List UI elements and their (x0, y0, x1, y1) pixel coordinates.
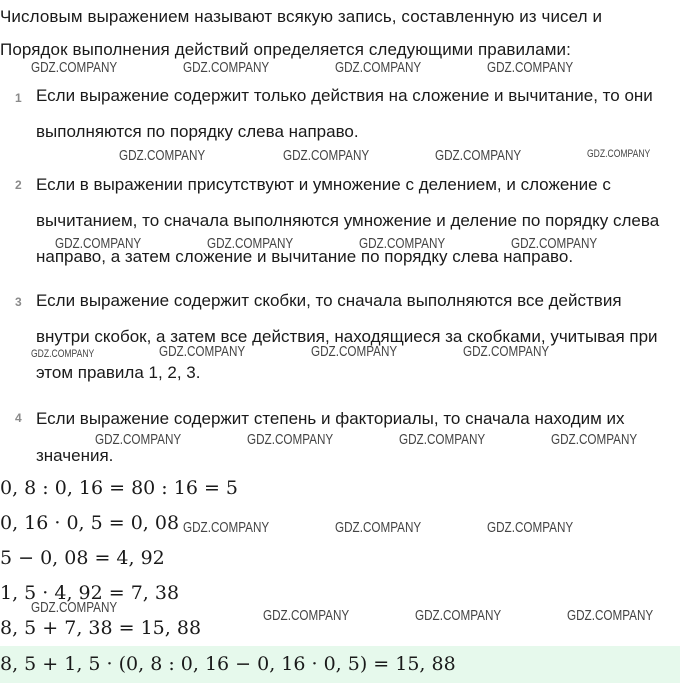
watermark: GDZ.COMPANY (463, 343, 550, 360)
watermark: GDZ.COMPANY (207, 235, 294, 252)
intro-line-1: Числовым выражением называют всякую запись, составленную из чисел и (0, 7, 603, 26)
watermark: GDZ.COMPANY (335, 519, 422, 536)
watermark: GDZ.COMPANY (587, 148, 651, 160)
step-1: 0, 8 : 0, 16 = 80 : 16 = 5 (0, 477, 239, 499)
watermark: GDZ.COMPANY (55, 235, 142, 252)
watermark: GDZ.COMPANY (359, 235, 446, 252)
rule-text: Если выражение содержит только действия на сложение и вычитание, то они выполняются по порядку слева направо. (36, 86, 653, 141)
watermark: GDZ.COMPANY (511, 235, 598, 252)
rule-number: 3 (15, 295, 22, 309)
watermark: GDZ.COMPANY (183, 519, 270, 536)
watermark: GDZ.COMPANY (435, 147, 522, 164)
watermark: GDZ.COMPANY (31, 59, 118, 76)
step-3: 5 − 0, 08 = 4, 92 (0, 547, 165, 569)
rule-number: 4 (15, 411, 22, 425)
final-answer: 8, 5 + 1, 5 · (0, 8 : 0, 16 − 0, 16 · 0, 5) = 15, 88 (0, 653, 456, 675)
watermark: GDZ.COMPANY (415, 607, 502, 624)
rule-number: 1 (15, 91, 22, 105)
watermark: GDZ.COMPANY (335, 59, 422, 76)
watermark: GDZ.COMPANY (283, 147, 370, 164)
intro-line-2: Порядок выполнения действий определяется следующими правилами: (0, 40, 571, 59)
watermark: GDZ.COMPANY (263, 607, 350, 624)
watermark: GDZ.COMPANY (311, 343, 398, 360)
rule-text: Если в выражении присутствуют и умножение с делением, и сложение с вычитанием, то сначала выполняются умножение и деление по порядку слева направо, а затем сложение и вычитание по порядку слева направо. (36, 175, 660, 266)
watermark: GDZ.COMPANY (31, 348, 95, 360)
watermark: GDZ.COMPANY (551, 431, 638, 448)
watermark: GDZ.COMPANY (487, 519, 574, 536)
watermark: GDZ.COMPANY (95, 431, 182, 448)
watermark: GDZ.COMPANY (183, 59, 270, 76)
watermark: GDZ.COMPANY (399, 431, 486, 448)
rule-number: 2 (15, 178, 22, 192)
watermark: GDZ.COMPANY (31, 599, 118, 616)
rule-text: Если выражение содержит скобки, то сначала выполняются все действия внутри скобок, а затем все действия, находящиеся за скобками, учитывая при этом правила 1, 2, 3. (36, 291, 658, 382)
watermark: GDZ.COMPANY (487, 59, 574, 76)
watermark: GDZ.COMPANY (159, 343, 246, 360)
step-5: 8, 5 + 7, 38 = 15, 88 (0, 617, 202, 639)
watermark: GDZ.COMPANY (567, 607, 654, 624)
rule-text: Если выражение содержит степень и факториалы, то сначала находим их значения. (36, 409, 625, 465)
step-4: 1, 5 · 4, 92 = 7, 38 (0, 582, 180, 604)
step-2: 0, 16 · 0, 5 = 0, 08 (0, 512, 180, 534)
watermark: GDZ.COMPANY (247, 431, 334, 448)
watermark: GDZ.COMPANY (119, 147, 206, 164)
